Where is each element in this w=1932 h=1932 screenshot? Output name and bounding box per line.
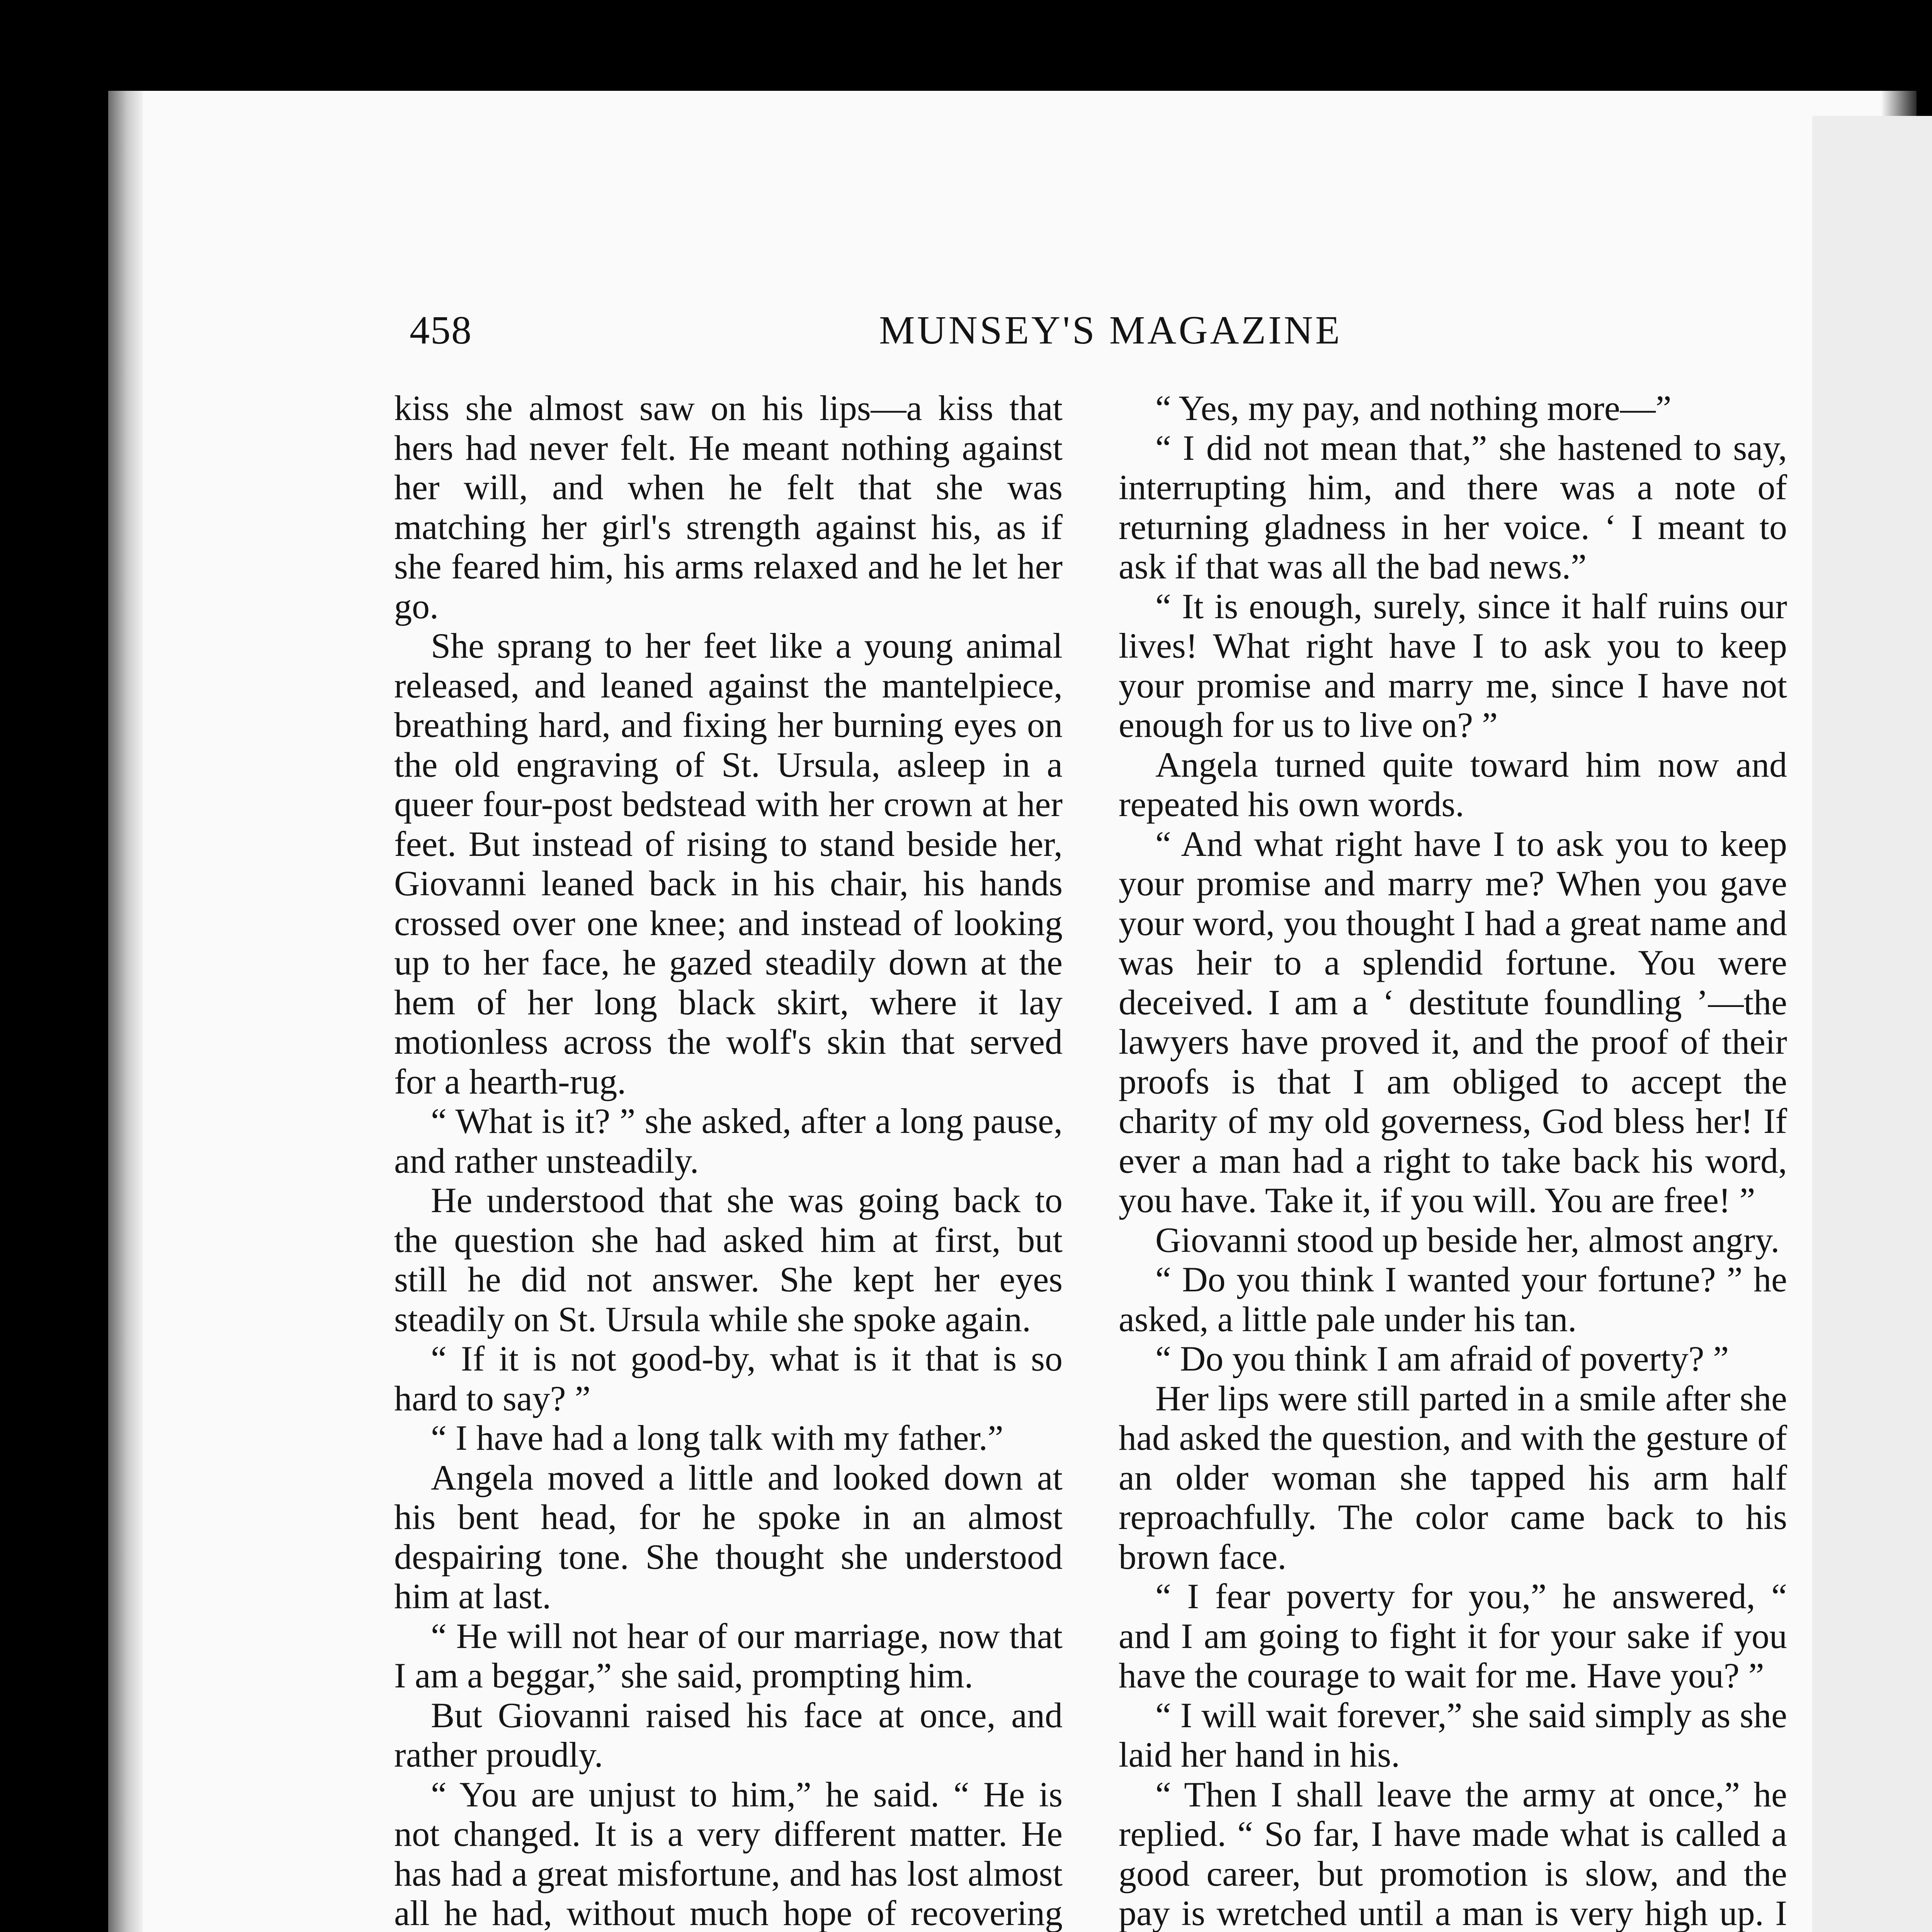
paragraph: “ I did not mean that,” she hastened to say, interrupting him, and there was a note of returning gladness in her voice. ‘ I meant to ask if that was all the bad news.”: [1119, 428, 1787, 586]
paragraph: But Giovanni raised his face at once, and rather proudly.: [394, 1695, 1063, 1774]
paragraph: “ If it is not good-by, what is it that is so hard to say? ”: [394, 1339, 1063, 1418]
page-number: 458: [410, 308, 472, 352]
paragraph: “ I will wait forever,” she said simply as she laid her hand in his.: [1119, 1695, 1787, 1774]
text-column-right: [1119, 388, 1787, 1932]
paragraph: “ You are unjust to him,” he said. “ He is not changed. It is a very different matter. He has had a great misfortune, and has lost almost all he had, without much hope of recovering: [394, 1774, 1063, 1932]
text-column-left: [394, 388, 1063, 1932]
paragraph: “ What is it? ” she asked, after a long pause, and rather unsteadily.: [394, 1101, 1063, 1180]
running-head: [410, 307, 1762, 365]
binding-shadow: [108, 91, 143, 1932]
paragraph: “ Then I shall leave the army at once,” he replied. “ So far, I have made what is called a good career, but promotion is slow, and the pay is wretched until a man is very high up. I: [1119, 1774, 1787, 1932]
paragraph: Her lips were still parted in a smile after she had asked the question, and with the gesture of an older woman she tapped his arm half reproachfully. The color came back to his brown face.: [1119, 1378, 1787, 1577]
magazine-title: MUNSEY'S MAGAZINE: [879, 308, 1342, 352]
paragraph: “ It is enough, surely, since it half ruins our lives! What right have I to ask you to keep your promise and marry me, since I have not enough for us to live on? ”: [1119, 586, 1787, 745]
paragraph: “ I have had a long talk with my father.”: [431, 1418, 1003, 1458]
paragraph: He understood that she was going back to the question she had asked him at first, but still he did not answer. She kept her eyes steadily on St. Ursula while she spoke again.: [394, 1180, 1063, 1339]
paragraph: “ Yes, my pay, and nothing more—”: [1155, 388, 1672, 428]
magazine-page: [108, 91, 1917, 1932]
paragraph: “ And what right have I to ask you to keep your promise and marry me? When you gave your word, you thought I had a great name and was heir to a splendid fortune. You were deceived. I am a ‘ destitute foundling ’—the lawyers have proved it, and the proof of their proofs is that I am obliged to accept the charity of my old governess, God bless her! If ever a man had a right to take back his word, you have. Take it, if you will. You are free! ”: [1119, 824, 1787, 1220]
paragraph: Giovanni stood up beside her, almost angry.: [1155, 1220, 1780, 1260]
paragraph: She sprang to her feet like a young animal released, and leaned against the mantelpiece, breathing hard, and fixing her burning eyes on the old engraving of St. Ursula, asleep in a queer four-post bedstead with her crown at her feet. But instead of rising to stand beside her, Giovanni leaned back in his chair, his hands crossed over one knee; and instead of looking up to her face, he gazed steadily down at the hem of her long black skirt, where it lay motionless across the wolf's skin that served for a hearth-rug.: [394, 626, 1063, 1101]
paragraph: Angela moved a little and looked down at his bent head, for he spoke in an almost despairing tone. She thought she understood him at last.: [394, 1458, 1063, 1616]
paragraph: “ Do you think I am afraid of poverty? ”: [1155, 1339, 1729, 1378]
facing-page-edge: [1812, 116, 1932, 1932]
paragraph: “ I fear poverty for you,” he answered, “ and I am going to fight it for your sake if you have the courage to wait for me. Have you? ”: [1119, 1577, 1787, 1695]
paragraph: kiss she almost saw on his lips—a kiss that hers had never felt. He meant nothing against her will, and when he felt that she was matching her girl's strength against his, as if she feared him, his arms relaxed and he let her go.: [394, 388, 1063, 626]
paragraph: “ He will not hear of our marriage, now that I am a beggar,” she said, prompting him.: [394, 1616, 1063, 1695]
paragraph: Angela turned quite toward him now and repeated his own words.: [1119, 745, 1787, 824]
paragraph: “ Do you think I wanted your fortune? ” he asked, a little pale under his tan.: [1119, 1260, 1787, 1339]
